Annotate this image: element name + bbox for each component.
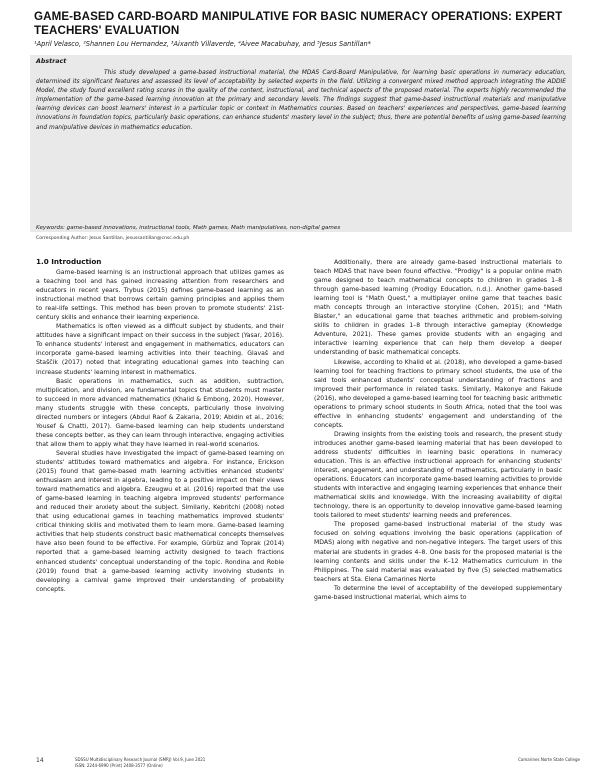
page-number: 14 [36,757,44,764]
paragraph: Drawing insights from the existing tools and research, the present study introduces another game-based learning material that has been developed to address students' difficulties in learning basic operations in numeracy education. This is an effective instructional approach for enhancing students' interest, engagement, and understanding of mathematics, particularly in basic operations. Educators can incorporate game-based learning activities to provide students with interactive and engaging learning experiences that enhance their mathematical skills and knowledge. With the increasing availability of digital technology, there is an opportunity to develop innovative game-based learning tools tailored to meet students' learning needs and preferences. [314,430,562,520]
paragraph: The proposed game-based instructional material of the study was focused on solving equations involving the basic operations (application of MDAS) along with negative and non-negative integers. The target users of this material are students in grades 4–8. One basis for the proposed material is the learning contents and skills under the K–12 Mathematics curriculum in the Philippines. The said material was evaluated by five (5) selected mathematics teachers at Sta. Elena Camarines Norte [314,521,562,583]
right-column [314,258,562,602]
journal-line-1: SDSSU Multidisciplinary Research Journal (SMRJ) Vol.9, June 2021 [75,757,206,762]
paragraph: Several studies have investigated the impact of game-based learning on students' attitudes toward mathematics and algebra. For instance, Erickson (2015) found that game-based math learning activities enhanced students' enthusiasm and interest in algebra, leading to a positive impact on their views toward mathematics and algebra. Ezeugwu et al. (2016) reported that the use of game-based learning in teaching algebra improved students' performance and reduced their anxiety about the subject. Similarly, Kebritchi (2008) noted that using educational games in teaching mathematics improved students' critical thinking skills and motivated them to learn more. Game-based learning activities that help students construct basic mathematical concepts themselves have also been found to be effective. For example, Gürbüz and Toprak (2014) reported that a game-based learning activity designed to teach fractions enhanced students' conceptual understanding of the topic. Rondina and Roble (2019) found that a game-based learning activity involving students in developing a carnival game improved their understanding of probability concepts. [36,449,284,593]
paragraph: Additionally, there are already game-based instructional materials to teach MDAS that have been found effective. "Prodigy" is a popular online math game designed to teach mathematical concepts to children in grades 1–8 through game-based learning (Prodigy Education, n.d.). Another game-based learning tool is "Math Quest," a multiplayer online game that teaches basic math concepts through an interactive storyline (Cohen, 2015); and "Math Blaster," an educational game that teaches arithmetic and problem-solving skills to children in grades 1–8 through interactive gameplay (Knowledge Adventure, 2021). These games provide students with an engaging and interactive learning experience that can help them develop a deeper understanding of basic mathematical concepts. [314,259,562,357]
section-heading: 1.0 Introduction [36,257,102,266]
paragraph: Mathematics is often viewed as a difficult subject by students, and their attitudes have a significant impact on their success in the subject (Yasar, 2016). To enhance students' interest and engagement in mathematics, educators can incorporate game-based learning activities into their teaching. Glavaš and Staščik (2017) noted that integrating educational games into teaching can increase students' learning interest in mathematics. [36,323,284,376]
keywords: Keywords: game-based innovations, instructional tools, Math games, Math manipulatives, non-digital games [36,225,341,231]
publisher: Camarines Norte State College [518,757,580,762]
abstract-text: This study developed a game-based instructional material, the MDAS Card-Board Manipulative, for learning basic operations in numeracy education, determined its significant features and assessed its level of acceptability by selected experts in the field. Utilizing a convergent mixed method approach integrating the ADDIE Model, the study found excellent rating scores in the quality of the content, instructional, and technical aspects of the proposed material. The experts highly recommended the implementation of the game-based learning innovation at the primary and secondary levels. The findings suggest that game-based instructional materials and manipulative learning devices can boost learners' interest in a particular topic or context in Mathematics courses. Based on teachers' experiences and perspectives, game-based learning innovations in foundation topics, particularly basic operations, can enhance students' mastery level in the subject; thus, there are potential benefits of using game-based learning and manipulative devices in mathematics education. [36,70,566,131]
paragraph: To determine the level of acceptability of the developed supplementary game-based instructional material, which aims to [314,584,562,601]
corresponding-author: Corresponding Author: Jesus Santillan, jesussantillan@cnsc.edu.ph [36,236,190,241]
journal-info [75,757,375,769]
paper-title: GAME-BASED CARD-BOARD MANIPULATIVE FOR BASIC NUMERACY OPERATIONS: EXPERT TEACHERS' EVALUATION [34,10,563,37]
journal-line-2: ISSN: 2244-6990 (Print) 2408-3577 (Online) [75,763,163,768]
paragraph: Likewise, according to Khalid et al. (2018), who developed a game-based learning tool for teaching fractions to primary school students, the use of the said tools enhanced students' conceptual understanding of fractions and improved their performance in related tasks. Similarly, Makonye and Fakude (2016), who developed a game-based learning tool for teaching basic arithmetic operations to primary school students in South Africa, noted that the tool was effective in enhancing students' engagement and understanding of the concepts. [314,358,562,429]
paragraph: Game-based learning is an instructional approach that utilizes games as a teaching tool and has gained increasing attention from researchers and educators in recent years. Trybus (2015) defines game-based learning as an instructional method that borrows certain gaming principles and applies them to real-life settings. This method has been proven to promote students' 21st-century skills and enhance their learning experience. [36,269,284,322]
author-list: ¹April Velasco, ²Shannen Lou Hernandez, ³Aixanth Villaverde, ⁴Aivee Macabuhay, and ⁵Jesus Santillan* [34,40,371,48]
paragraph: Basic operations in mathematics, such as addition, subtraction, multiplication, and division, are fundamental topics that students must master to succeed in more advanced mathematics (Khalid & Embong, 2020). However, many students struggle with these concepts, particularly those involving directed numbers or integers (Abdul Raof & Zakaria, 2019; Abidin et al., 2016; Yousef & Chatti, 2017). Game-based learning can help students understand these concepts better, as they can learn through interactive, engaging activities that allow them to apply what they have learned in real-world scenarios. [36,377,284,448]
left-column [36,257,284,594]
abstract-heading: Abstract [36,58,67,65]
